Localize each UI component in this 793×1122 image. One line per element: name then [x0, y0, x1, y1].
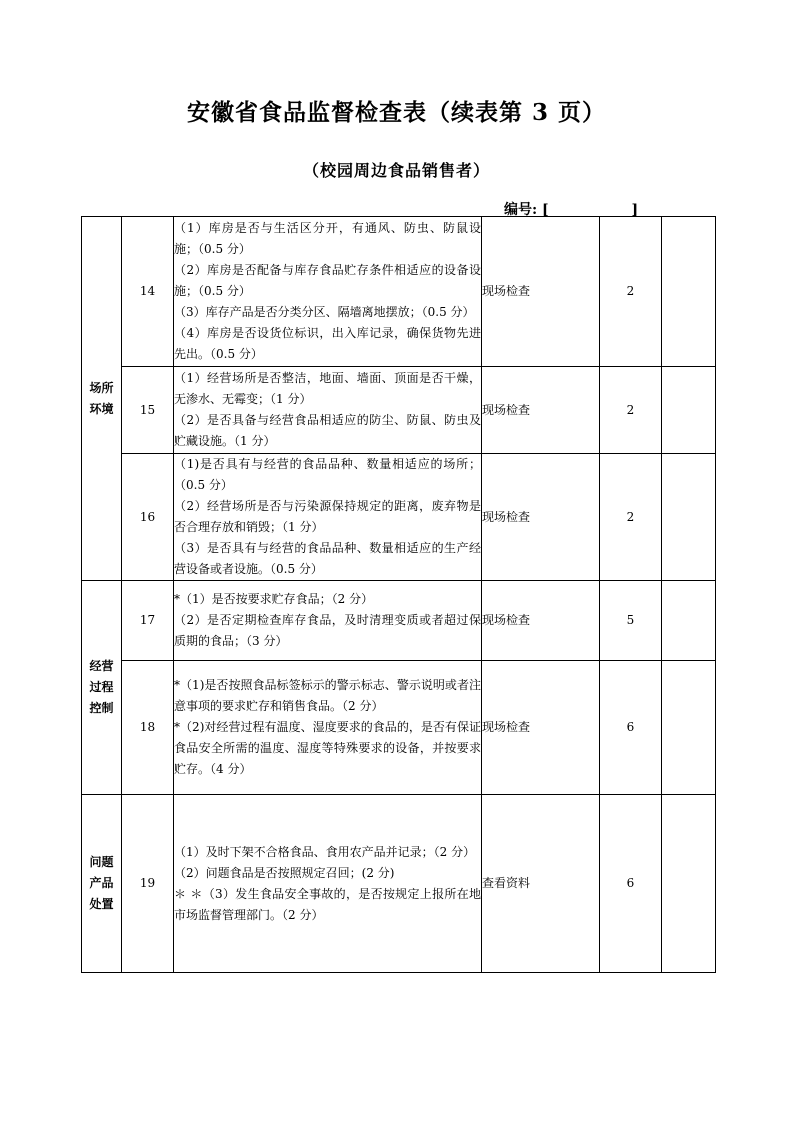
item-score: 5 [600, 581, 662, 661]
table-row [82, 454, 716, 581]
inspection-table [81, 216, 716, 973]
inspection-method: 现场检查 [482, 581, 600, 661]
item-description: （1）及时下架不合格食品、食用农产品并记录；（2 分） （2）问题食品是否按照规定召回；(2 分) ＊ ＊（3）发生食品安全事故的，是否按规定上报所在地市场监督管理部门。（2 分） [174, 795, 482, 973]
item-number: 15 [122, 367, 174, 454]
table-row [82, 661, 716, 795]
item-description: *（1)是否按照食品标签标示的警示标志、警示说明或者注意事项的要求贮存和销售食品。（2 分） *（2)对经营过程有温度、湿度要求的食品的，是否有保证食品安全所需的温度、湿度等特殊要求的设备，并按要求贮存。（4 分） [174, 661, 482, 795]
item-description: （1）经营场所是否整洁，地面、墙面、顶面是否干燥，无渗水、无霉变；（1 分） （2）是否具备与经营食品相适应的防尘、防鼠、防虫及贮藏设施。（1 分） [174, 367, 482, 454]
result-cell[interactable] [662, 454, 716, 581]
serial-number-label: 编号: [ [504, 202, 549, 218]
inspection-method: 查看资料 [482, 795, 600, 973]
item-description: （1)是否具有与经营的食品品种、数量相适应的场所；（0.5 分） （2）经营场所是否与污染源保持规定的距离，废弃物是否合理存放和销毁；（1 分） （3）是否具有与经营的食品品种、数量相适应的生产经营设备或者设施。（0.5 分） [174, 454, 482, 581]
item-number: 17 [122, 581, 174, 661]
table-row [82, 795, 716, 973]
inspection-method: 现场检查 [482, 217, 600, 367]
category-cell: 场所 环境 [82, 217, 122, 581]
result-cell[interactable] [662, 795, 716, 973]
result-cell[interactable] [662, 367, 716, 454]
item-description: （1）库房是否与生活区分开，有通风、防虫、防鼠设施；（0.5 分） （2）库房是否配备与库存食品贮存条件相适应的设备设施；（0.5 分） （3）库存产品是否分类分区、隔墙离地摆放；（0.5 分） （4）库房是否设货位标识，出入库记录，确保货物先进先出。（0.5 分） [174, 217, 482, 367]
item-number: 18 [122, 661, 174, 795]
inspection-method: 现场检查 [482, 367, 600, 454]
category-cell: 问题 产品 处置 [82, 795, 122, 973]
page-subtitle: （校园周边食品销售者） [302, 161, 490, 180]
item-number: 16 [122, 454, 174, 581]
serial-number-close: ] [631, 202, 639, 218]
item-score: 2 [600, 454, 662, 581]
result-cell[interactable] [662, 661, 716, 795]
page-title: 安徽省食品监督检查表（续表第 3 页） [186, 99, 607, 126]
item-score: 6 [600, 661, 662, 795]
inspection-method: 现场检查 [482, 661, 600, 795]
result-cell[interactable] [662, 217, 716, 367]
inspection-method: 现场检查 [482, 454, 600, 581]
item-number: 19 [122, 795, 174, 973]
category-cell: 经营 过程 控制 [82, 581, 122, 795]
item-description: *（1）是否按要求贮存食品；（2 分） （2）是否定期检查库存食品，及时清理变质或者超过保质期的食品；（3 分） [174, 581, 482, 661]
item-score: 2 [600, 367, 662, 454]
result-cell[interactable] [662, 581, 716, 661]
item-score: 6 [600, 795, 662, 973]
table-row [82, 217, 716, 367]
item-score: 2 [600, 217, 662, 367]
table-row [82, 367, 716, 454]
item-number: 14 [122, 217, 174, 367]
table-row [82, 581, 716, 661]
